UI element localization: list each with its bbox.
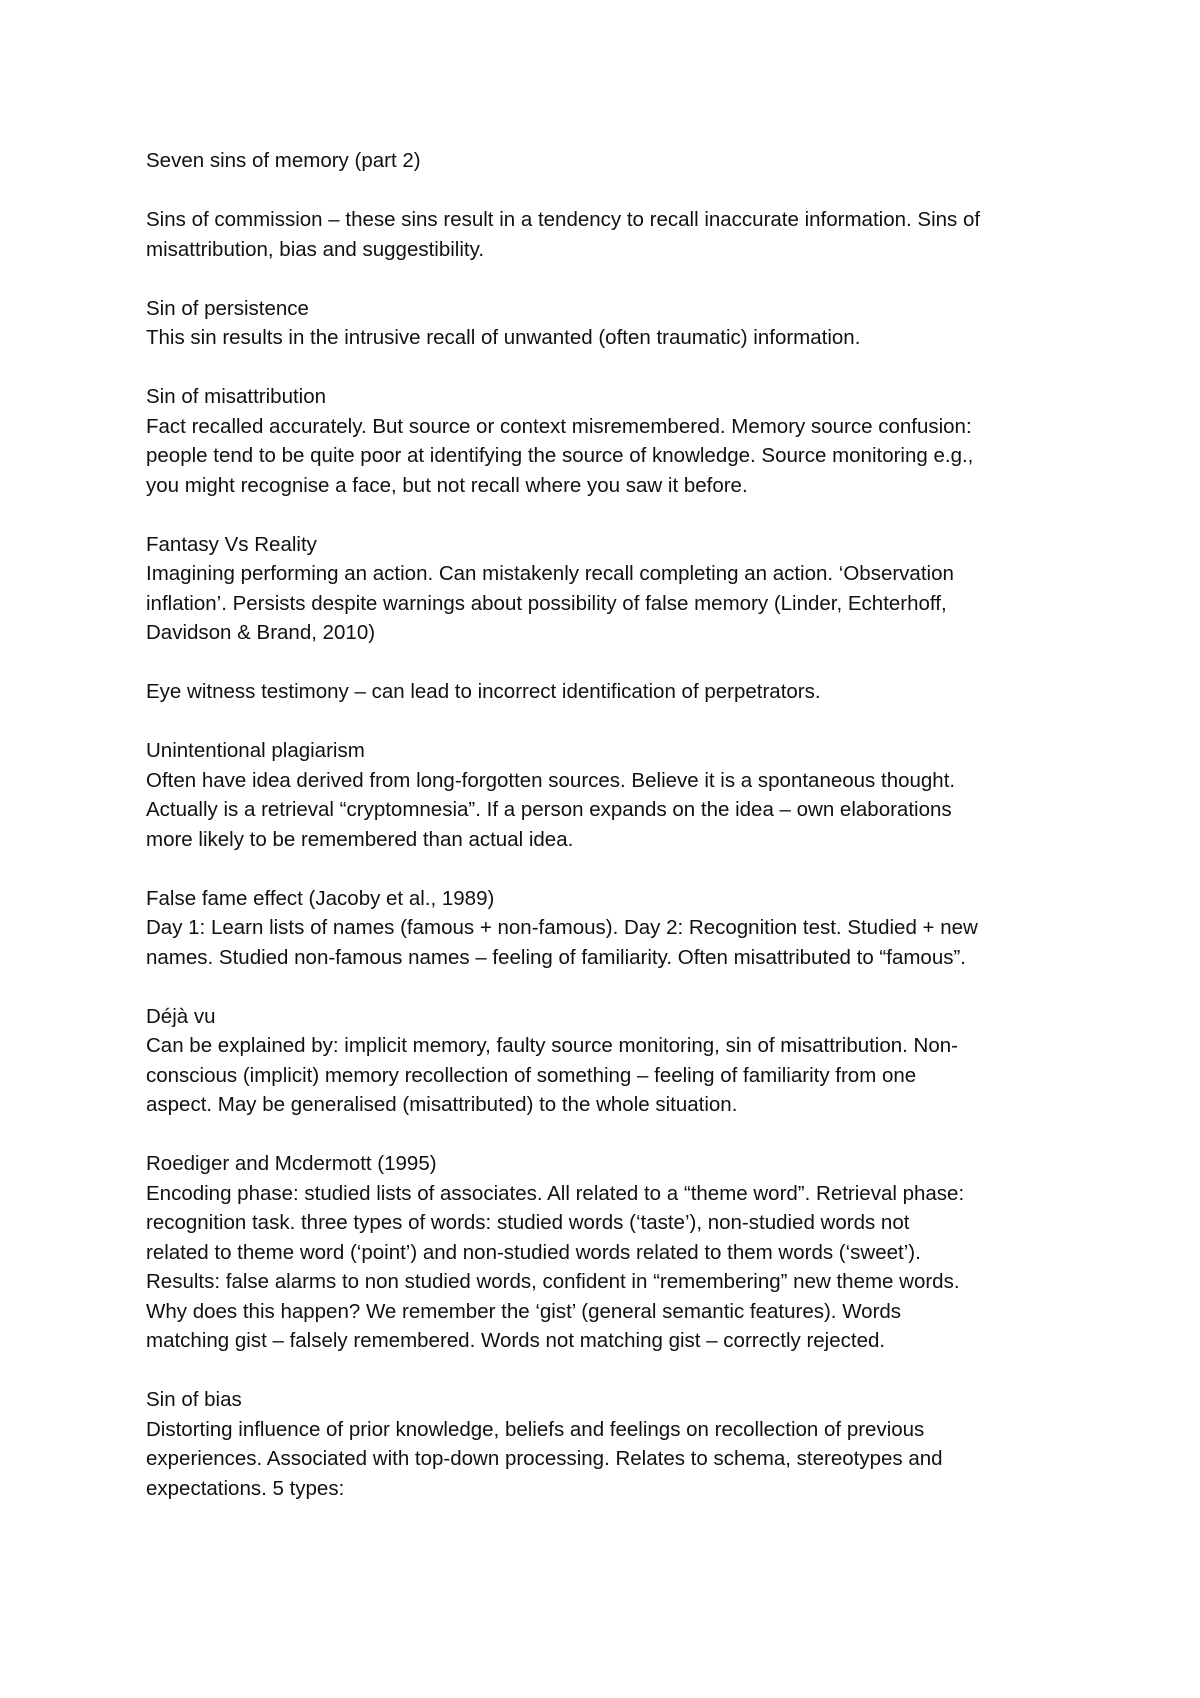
- text-line: related to theme word (‘point’) and non-studied words related to them words (‘sweet’).: [146, 1240, 921, 1264]
- text-line: Often have idea derived from long-forgotten sources. Believe it is a spontaneous thought.: [146, 768, 956, 792]
- section-heading: Déjà vu: [146, 1004, 216, 1028]
- text-line: you might recognise a face, but not recall where you saw it before.: [146, 473, 748, 497]
- paragraph-deja-vu: [146, 1002, 1096, 1120]
- section-heading: Sin of bias: [146, 1388, 242, 1411]
- document-page: [146, 146, 1096, 1503]
- text-line: Day 1: Learn lists of names (famous + non-famous). Day 2: Recognition test. Studied + new: [146, 916, 978, 939]
- text-line: Distorting influence of prior knowledge, beliefs and feelings on recollection of previous: [146, 1417, 925, 1441]
- document-title: Seven sins of memory (part 2): [146, 149, 421, 172]
- text-line: Davidson & Brand, 2010): [146, 621, 376, 644]
- section-heading: Sin of misattribution: [146, 385, 327, 408]
- paragraph-false-fame-effect: [146, 884, 1096, 973]
- text-line: expectations. 5 types:: [146, 1476, 345, 1500]
- section-heading: Unintentional plagiarism: [146, 739, 365, 762]
- text-line: Results: false alarms to non studied words, confident in “remembering” new theme words.: [146, 1270, 960, 1293]
- text-line: people tend to be quite poor at identifying the source of knowledge. Source monitoring e.g.,: [146, 444, 974, 467]
- paragraph-fantasy-vs-reality: [146, 530, 1096, 648]
- text-line: Encoding phase: studied lists of associates. All related to a “theme word”. Retrieval phase:: [146, 1181, 965, 1205]
- section-heading: Sin of persistence: [146, 296, 309, 320]
- text-line: This sin results in the intrusive recall of unwanted (often traumatic) information.: [146, 326, 861, 349]
- text-line: experiences. Associated with top-down processing. Relates to schema, stereotypes and: [146, 1447, 943, 1470]
- paragraph-sins-of-commission: [146, 205, 1096, 264]
- text-line: inflation’. Persists despite warnings about possibility of false memory (Linder, Echterhoff,: [146, 591, 947, 615]
- text-line: Eye witness testimony – can lead to incorrect identification of perpetrators.: [146, 680, 821, 703]
- paragraph-sin-of-bias: [146, 1385, 1096, 1503]
- text-line: aspect. May be generalised (misattributed) to the whole situation.: [146, 1093, 738, 1116]
- text-line: Actually is a retrieval “cryptomnesia”. If a person expands on the idea – own elaborations: [146, 798, 952, 821]
- paragraph-sin-of-persistence: [146, 294, 1096, 353]
- section-heading: Roediger and Mcdermott (1995): [146, 1152, 437, 1175]
- paragraph-title: [146, 146, 1096, 176]
- text-line: more likely to be remembered than actual idea.: [146, 827, 574, 851]
- text-line: Why does this happen? We remember the ‘gist’ (general semantic features). Words: [146, 1299, 902, 1323]
- text-line: Can be explained by: implicit memory, faulty source monitoring, sin of misattribution. Non-: [146, 1034, 958, 1057]
- text-line: names. Studied non-famous names – feeling of familiarity. Often misattributed to “famous”.: [146, 945, 966, 969]
- paragraph-unintentional-plagiarism: [146, 736, 1096, 854]
- text-line: conscious (implicit) memory recollection of something – feeling of familiarity from one: [146, 1063, 917, 1087]
- paragraph-eye-witness-testimony: [146, 677, 1096, 707]
- text-line: Imagining performing an action. Can mistakenly recall completing an action. ‘Observation: [146, 562, 954, 585]
- text-line: misattribution, bias and suggestibility.: [146, 237, 485, 261]
- paragraph-roediger-mcdermott: [146, 1149, 1096, 1356]
- paragraph-sin-of-misattribution: [146, 382, 1096, 500]
- section-heading: False fame effect (Jacoby et al., 1989): [146, 886, 495, 910]
- text-line: matching gist – falsely remembered. Words not matching gist – correctly rejected.: [146, 1329, 886, 1352]
- section-heading: Fantasy Vs Reality: [146, 532, 317, 556]
- text-line: recognition task. three types of words: studied words (‘taste’), non-studied words not: [146, 1211, 910, 1234]
- text-line: Sins of commission – these sins result in a tendency to recall inaccurate information. Sins of: [146, 208, 981, 231]
- text-line: Fact recalled accurately. But source or context misremembered. Memory source confusion:: [146, 414, 972, 438]
